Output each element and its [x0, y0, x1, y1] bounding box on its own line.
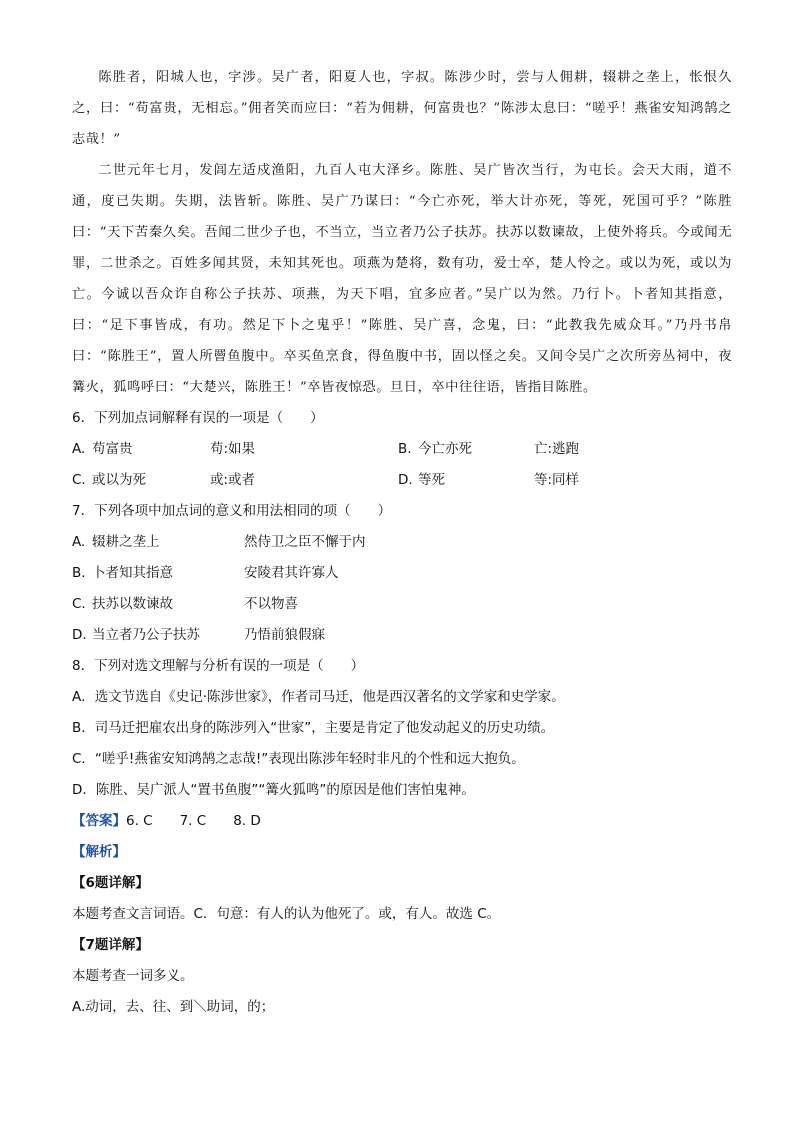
option-7d-left: 当立者乃公子扶苏 — [92, 627, 200, 643]
option-letter: D. — [398, 472, 413, 488]
option-letter: A. — [72, 441, 86, 457]
option-letter: B. — [398, 441, 412, 457]
option-6a-gloss: 苟:如果 — [210, 441, 256, 457]
option-6c-word: 或以为死 — [92, 472, 146, 488]
option-letter: A. — [72, 534, 86, 550]
option-6d-word: 等死 — [418, 472, 445, 488]
option-7c-right: 不以物喜 — [244, 596, 298, 612]
analysis-tag: 【解析】 — [72, 844, 126, 860]
answer-line — [72, 806, 732, 837]
option-6a-word: 苟富贵 — [92, 441, 133, 457]
document-page — [72, 62, 732, 1023]
question-7-option-a — [72, 527, 732, 558]
option-6d-gloss: 等:同样 — [534, 472, 580, 488]
option-7b-right: 安陵君其许寡人 — [244, 565, 339, 581]
question-8-option-a: A．选文节选自《史记·陈涉世家》，作者司马迁，他是西汉著名的文学家和史学家。 — [72, 689, 565, 705]
passage — [72, 62, 732, 403]
option-7d-right: 乃悟前狼假寐 — [244, 627, 325, 643]
question-8-stem: 8．下列对选文理解与分析有误的一项是（ ） — [72, 658, 365, 674]
question-8-option-b: B．司马迁把雇农出身的陈涉列入“世家”，主要是肯定了他发动起义的历史功绩。 — [72, 720, 555, 736]
question-7-option-c — [72, 589, 732, 620]
question-7-stem: 7．下列各项中加点词的意义和用法相同的项（ ） — [72, 503, 392, 519]
question-7-option-b — [72, 558, 732, 589]
question-8-option-c: C．“嗟乎!燕雀安知鸿鹄之志哉!”表现出陈涉年轻时非凡的个性和远大抱负。 — [72, 751, 525, 767]
question-6-options-row-2 — [72, 465, 732, 496]
answer-tag: 【答案】 — [72, 813, 126, 829]
question-6-options-row-1 — [72, 434, 732, 465]
passage-paragraph-2: 二世元年七月，发闾左适戍渔阳，九百人屯大泽乡。陈胜、吴广皆次当行，为屯长。会天大雨，道不通，度已失期。失期，法皆斩。陈胜、吴广乃谋曰：“今亡亦死，举大计亦死，等死，死国可乎？”陈胜曰：“天下苦秦久矣。吾闻二世少子也，不当立，当立者乃公子扶苏。扶苏以数谏故，上使外将兵。今或闻无罪，二世杀之。百姓多闻其贤，未知其死也。项燕为楚将，数有功，爱士卒，楚人怜之。或以为死，或以为亡。今诚以吾众诈自称公子扶苏、项燕，为天下唱，宜多应者。”吴广以为然。乃行卜。卜者知其指意，曰：“足下事皆成，有功。然足下卜之鬼乎！”陈胜、吴广喜，念鬼，曰：“此教我先威众耳。”乃丹书帛曰：“陈胜王”，置人所罾鱼腹中。卒买鱼烹食，得鱼腹中书，固以怪之矣。又间令吴广之次所旁丛祠中，夜篝火，狐鸣呼曰：“大楚兴，陈胜王！”卒皆夜惊恐。旦日，卒中往往语，皆指目陈胜。 — [72, 163, 732, 395]
analysis-line — [72, 837, 732, 868]
analysis-q6-text: 本题考查文言词语。C．句意：有人的认为他死了。或，有人。故选 C。 — [72, 906, 501, 922]
option-letter: B. — [72, 565, 86, 581]
option-letter: C. — [72, 472, 86, 488]
analysis-q6-heading: 【6题详解】 — [72, 875, 149, 891]
option-letter: C. — [72, 596, 86, 612]
option-6b-word: 今亡亦死 — [418, 441, 472, 457]
answer-text: 6. C 7. C 8. D — [126, 813, 261, 829]
option-7c-left: 扶苏以数谏故 — [92, 596, 173, 612]
passage-paragraph-1: 陈胜者，阳城人也，字涉。吴广者，阳夏人也，字叔。陈涉少时，尝与人佣耕，辍耕之垄上，怅恨久之，曰：“苟富贵，无相忘。”佣者笑而应曰：“若为佣耕，何富贵也？”陈涉太息曰：“嗟乎！燕雀安知鸿鹄之志哉！” — [72, 70, 732, 147]
analysis-q7-a-text: A.动词，去、往、到＼助词，的； — [72, 999, 275, 1015]
analysis-q7-text: 本题考查一词多义。 — [72, 968, 194, 984]
option-letter: D. — [72, 627, 87, 643]
question-6-stem: 6．下列加点词解释有误的一项是（ ） — [72, 410, 324, 426]
question-7-option-d — [72, 620, 732, 651]
question-8-option-d: D．陈胜、吴广派人“置书鱼腹”“篝火狐鸣”的原因是他们害怕鬼神。 — [72, 782, 475, 798]
analysis-q7-heading: 【7题详解】 — [72, 937, 149, 953]
option-7a-right: 然侍卫之臣不懈于内 — [244, 534, 366, 550]
option-7b-left: 卜者知其指意 — [92, 565, 173, 581]
option-6c-gloss: 或:或者 — [210, 472, 256, 488]
option-7a-left: 辍耕之垄上 — [92, 534, 160, 550]
option-6b-gloss: 亡:逃跑 — [534, 441, 580, 457]
